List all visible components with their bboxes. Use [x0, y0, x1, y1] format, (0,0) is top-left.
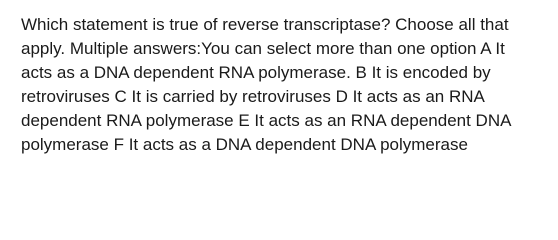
- question-text: [21, 13, 551, 157]
- question-line: acts as a DNA dependent RNA polymerase. B It is encoded by: [21, 63, 491, 82]
- question-line: dependent RNA polymerase E It acts as an RNA dependent DNA: [21, 111, 512, 130]
- question-line: polymerase F It acts as a DNA dependent DNA polymerase: [21, 135, 468, 154]
- question-line: Which statement is true of reverse transcriptase? Choose all that: [21, 15, 509, 34]
- question-line: apply. Multiple answers:You can select more than one option A It: [21, 39, 505, 58]
- question-line: retroviruses C It is carried by retroviruses D It acts as an RNA: [21, 87, 485, 106]
